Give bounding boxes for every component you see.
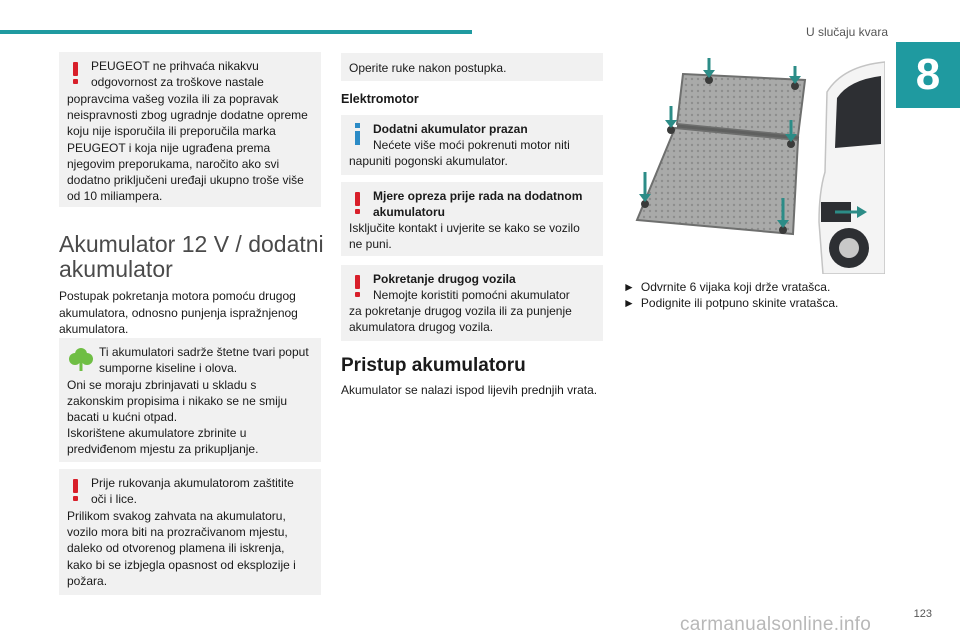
eco-text-collection: Iskorištene akumulatore zbrinite u predviđenom mjestu za prikupljanje. [67, 426, 259, 457]
intro-text: Postupak pokretanja motora pomoću drugog akumulatora, odnosno punjenja ispražnjenog akumulatora. [59, 289, 298, 336]
top-accent-bar [0, 30, 472, 34]
warning-text-body: popravcima vašeg vozila ili za popravak neispravnosti zbog ugradnje dodatne opreme koju nije isporučila ili preporučila marka PEUGEOT i koja nije ugrađena prema njegovim preporukama, naročito ako svi dodatno priključeni uređaji ukupno troše više od 10 miliampera. [67, 92, 308, 204]
tree-icon [68, 346, 94, 372]
note-text: Operite ruke nakon postupka. [349, 61, 507, 75]
heading-battery-access: Pristup akumulatoru [341, 355, 526, 376]
warning-title: Pokretanje drugog vozila [373, 272, 516, 286]
eco-text-disposal: Oni se moraju zbrinjavati u skladu s zakonskim propisima i nikako se ne smiju bacati u kućni otpad. [67, 378, 288, 425]
warning-text: Isključite kontakt i uvjerite se kako se vozilo ne puni. [349, 221, 580, 252]
step-text: Podignite ili potpuno skinite vratašca. [640, 296, 839, 310]
warning-text-body: Prilikom svakog zahvata na akumulatoru, vozilo mora biti na prozračivanom mjestu, daleko od otvorenog plamena ili iskrenja, kako bi se izbjegla opasnost od eksplozije i požara. [67, 509, 296, 588]
warning-text-line1: Nemojte koristiti pomoćni akumulator [373, 288, 570, 302]
warning-title: Mjere opreza prije rada na dodatnom akumulatoru [373, 189, 583, 220]
warning-text-body: za pokretanje drugog vozila ili za punjenje akumulatora drugog vozila. [349, 304, 572, 335]
info-text-line1: Nećete više moći pokrenuti motor niti [373, 138, 570, 152]
warning-box-liability [59, 52, 321, 207]
info-title: Dodatni akumulator prazan [373, 122, 528, 136]
exclamation-icon [354, 192, 360, 214]
exclamation-icon [72, 479, 78, 501]
eco-text-lead: Ti akumulatori sadrže štetne tvari poput sumporne kiseline i olova. [99, 345, 309, 376]
chapter-tab: 8 [896, 42, 960, 108]
note-box-wash-hands [341, 53, 603, 81]
eco-box [59, 338, 321, 462]
step-text: Odvrnite 6 vijaka koji drže vratašca. [640, 280, 831, 294]
warning-box-precautions [341, 182, 603, 256]
warning-box-jump-start [341, 265, 603, 341]
arrow-bullet-icon: ► [623, 280, 635, 294]
info-icon [354, 123, 360, 145]
watermark: carmanualsonline.info [680, 614, 872, 635]
step-list-item [623, 295, 893, 311]
section-heading-battery: Akumulator 12 V / dodatni akumulator [59, 231, 324, 282]
info-text-line2: napuniti pogonski akumulator. [349, 154, 508, 168]
floor-panel-screws-illustration [623, 52, 885, 274]
section-title: U slučaju kvara [805, 25, 888, 39]
exclamation-icon [354, 275, 360, 297]
warning-text-lead: Prije rukovanja akumulatorom zaštitite oči i lice. [91, 476, 294, 507]
subheading-electric-motor: Elektromotor [341, 92, 419, 106]
page-number: 123 [913, 608, 932, 620]
info-box-battery-empty [341, 115, 603, 175]
battery-location-text: Akumulator se nalazi ispod lijevih prednjih vrata. [341, 383, 598, 397]
warning-text-lead: PEUGEOT ne prihvaća nikakvu odgovornost za troškove nastale [91, 59, 264, 90]
warning-box-protection [59, 469, 321, 595]
step-list-item [623, 279, 893, 295]
arrow-bullet-icon: ► [623, 296, 635, 310]
